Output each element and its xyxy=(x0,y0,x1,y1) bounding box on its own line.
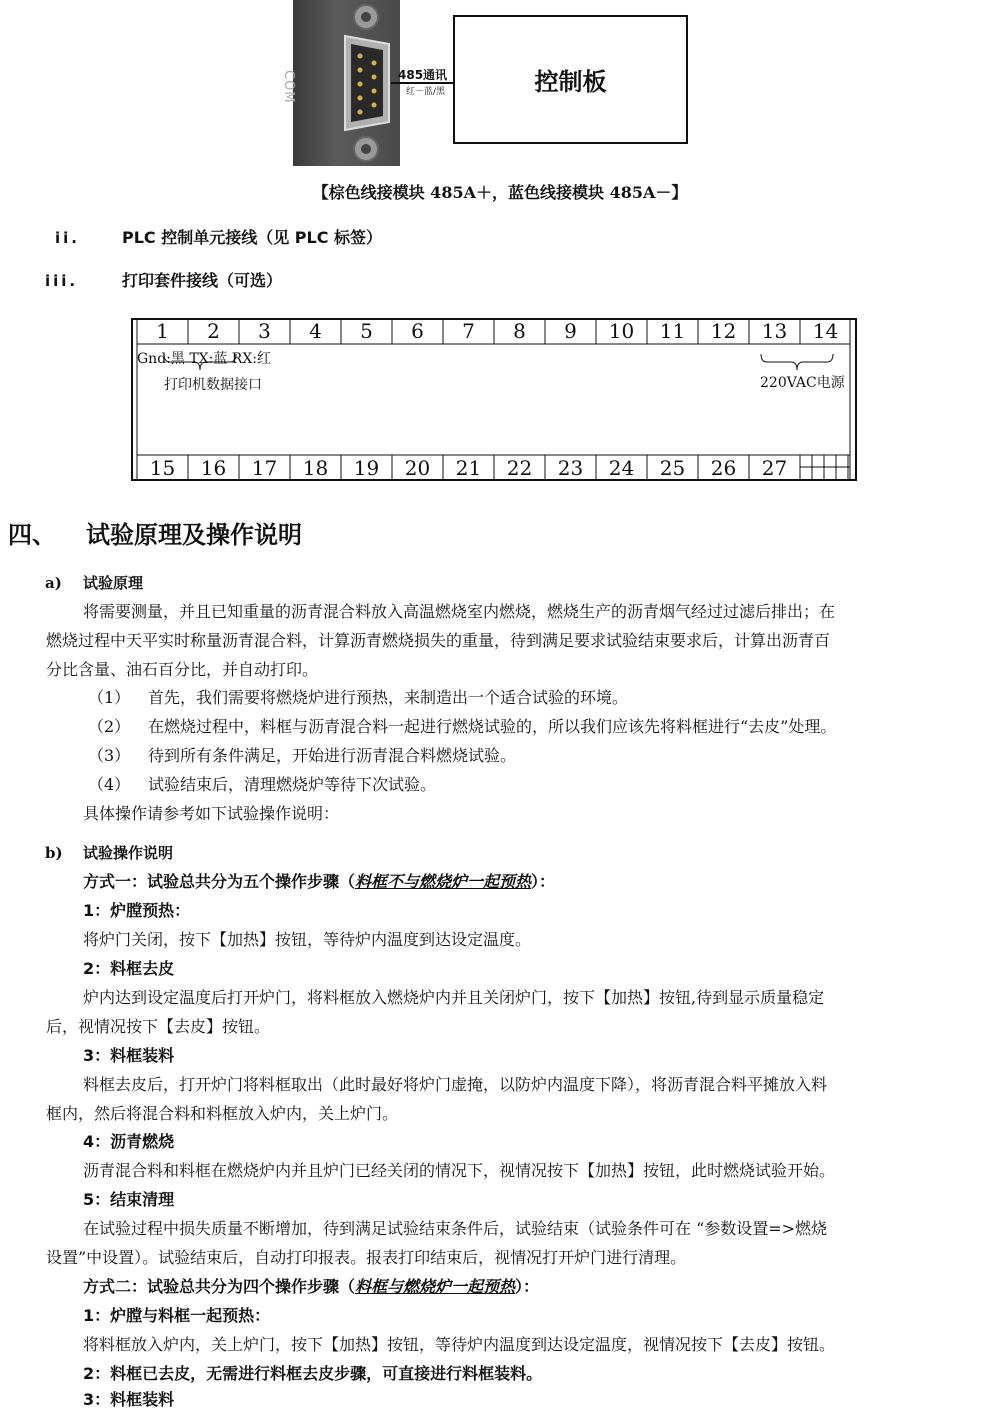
part-a-para-line: 将需要测量，并且已知重量的沥青混合料放入高温燃烧室内燃烧，燃烧生产的沥青烟气经过过滤后排出；在 xyxy=(83,602,836,621)
terminal-number: 18 xyxy=(302,456,329,480)
terminal-number: 27 xyxy=(761,456,788,480)
terminal-number: 16 xyxy=(200,456,227,480)
terminal-number: 7 xyxy=(462,319,475,343)
part-a-heading xyxy=(45,573,143,593)
step-line: 炉内达到设定温度后打开炉门，将料框放入燃烧炉内并且关闭炉门，按下【加热】按钮,待到显示质量稳定 xyxy=(83,988,825,1007)
mode-two-emphasis: 料框与燃烧炉一起预热 xyxy=(355,1277,516,1296)
terminal-number: 6 xyxy=(411,319,424,343)
control-board-label: 控制板 xyxy=(534,68,607,96)
section-number: 四、 xyxy=(8,520,56,549)
terminal-number: 12 xyxy=(710,319,737,343)
step-line: 料框去皮后，打开炉门将料框取出（此时最好将炉门虚掩，以防炉内温度下降），将沥青混合料平摊放入料 xyxy=(83,1075,828,1094)
step-line: 设置”中设置）。试验结束后，自动打印报表。报表打印结束后，视情况打开炉门进行清理。 xyxy=(46,1248,687,1267)
mode-two-heading xyxy=(83,1277,539,1297)
step-line: 将炉门关闭，按下【加热】按钮，等待炉内温度到达设定温度。 xyxy=(83,930,532,949)
subitem-plc xyxy=(55,225,382,248)
part-a-para-line: 分比含量、油石百分比，并自动打印。 xyxy=(46,660,319,679)
terminal-number: 10 xyxy=(608,319,635,343)
section-title: 试验原理及操作说明 xyxy=(86,520,302,549)
com-label: COM xyxy=(281,70,296,104)
wire-label: 485通讯 xyxy=(398,68,448,82)
terminal-block xyxy=(131,318,857,481)
subitem-text: 打印套件接线（可选） xyxy=(122,271,283,290)
printer-data-label: 打印机数据接口 xyxy=(164,377,262,393)
terminal-block-outline xyxy=(131,318,857,481)
subitem-roman: iii. xyxy=(45,272,79,290)
step-line: 后，视情况按下【去皮】按钮。 xyxy=(46,1017,271,1036)
step-number: （4） xyxy=(88,775,131,794)
terminal-number: 8 xyxy=(513,319,526,343)
part-b-marker: b) xyxy=(45,844,63,862)
com-port-photo xyxy=(293,0,400,166)
terminal-number: 26 xyxy=(710,456,737,480)
terminal-number: 24 xyxy=(608,456,635,480)
printer-pin-labels: Gnd:黑 TX:蓝 RX:红 xyxy=(137,351,272,367)
step-line: 在试验过程中损失质量不断增加，待到满足试验结束条件后，试验结束（试验条件可在 “参数设置=>燃烧 xyxy=(83,1219,828,1238)
terminal-number: 23 xyxy=(557,456,584,480)
terminal-number: 25 xyxy=(659,456,686,480)
part-a-title: 试验原理 xyxy=(83,574,144,592)
terminal-number: 5 xyxy=(360,319,373,343)
terminal-number: 13 xyxy=(761,319,788,343)
terminal-number: 22 xyxy=(506,456,533,480)
mode-one-emphasis: 料框不与燃烧炉一起预热 xyxy=(355,872,532,891)
step-title: 2：料框去皮 xyxy=(83,959,175,978)
subitem-roman: ii. xyxy=(55,229,80,247)
terminal-number: 17 xyxy=(251,456,278,480)
part-a-closing: 具体操作请参考如下试验操作说明： xyxy=(83,804,340,823)
wire-colors: 红－蓝/黑 xyxy=(406,87,446,97)
step-line: 将料框放入炉内，关上炉门，按下【加热】按钮，等待炉内温度到达设定温度，视情况按下【去皮】按钮。 xyxy=(83,1335,836,1354)
step-line: 框内，然后将混合料和料框放入炉内，关上炉门。 xyxy=(46,1104,399,1123)
part-b-title: 试验操作说明 xyxy=(83,844,174,862)
mode-one-prefix: 方式一：试验总共分为五个操作步骤（ xyxy=(83,872,356,891)
step-number: （2） xyxy=(88,717,131,736)
step-item xyxy=(88,717,836,737)
step-title: 2：料框已去皮，无需进行料框去皮步骤，可直接进行料框装料。 xyxy=(83,1364,543,1383)
step-text: 试验结束后，清理燃烧炉等待下次试验。 xyxy=(148,775,437,794)
subitem-printer xyxy=(45,268,282,291)
terminal-number: 20 xyxy=(404,456,431,480)
step-title: 3：料框装料 xyxy=(83,1390,175,1409)
terminal-number: 1 xyxy=(156,319,169,343)
subitem-text: PLC 控制单元接线（见 PLC 标签） xyxy=(122,228,383,247)
step-line: 沥青混合料和料框在燃烧炉内并且炉门已经关闭的情况下，视情况按下【加热】按钮，此时燃烧试验开始。 xyxy=(83,1161,836,1180)
wiring-note: 【棕色线接模块 485A＋，蓝色线接模块 485A－】 xyxy=(312,183,688,202)
terminal-number: 3 xyxy=(258,319,271,343)
mode-two-prefix: 方式二：试验总共分为四个操作步骤（ xyxy=(83,1277,356,1296)
terminal-number: 15 xyxy=(149,456,176,480)
step-title: 3：料框装料 xyxy=(83,1046,175,1065)
step-item xyxy=(88,688,628,708)
step-title: 1：炉膛与料框一起预热： xyxy=(83,1306,271,1325)
step-item xyxy=(88,775,436,795)
part-a-marker: a) xyxy=(45,574,62,592)
control-board-box xyxy=(453,15,688,144)
step-title: 4：沥青燃烧 xyxy=(83,1132,175,1151)
section-heading xyxy=(8,515,302,550)
part-b-heading xyxy=(45,843,173,863)
step-item xyxy=(88,746,516,766)
terminal-number: 14 xyxy=(812,319,839,343)
terminal-number: 21 xyxy=(455,456,482,480)
part-a-para-line: 燃烧过程中天平实时称量沥青混合料，计算沥青燃烧损失的重量，待到满足要求试验结束要求后，计算出沥青百 xyxy=(46,631,831,650)
power-label: 220VAC电源 xyxy=(760,375,845,391)
step-title: 1：炉膛预热： xyxy=(83,901,191,920)
terminal-number: 19 xyxy=(353,456,380,480)
step-number: （3） xyxy=(88,746,131,765)
terminal-number: 2 xyxy=(207,319,220,343)
db9-connector-icon xyxy=(293,0,400,166)
step-number: （1） xyxy=(88,688,131,707)
terminal-number: 9 xyxy=(564,319,577,343)
step-text: 首先，我们需要将燃烧炉进行预热，来制造出一个适合试验的环境。 xyxy=(148,688,629,707)
mode-one-heading xyxy=(83,872,555,892)
mode-two-suffix: ）： xyxy=(515,1277,540,1296)
terminal-number: 11 xyxy=(659,319,686,343)
mode-one-suffix: ）： xyxy=(531,872,556,891)
step-text: 在燃烧过程中，料框与沥青混合料一起进行燃烧试验的，所以我们应该先将料框进行“去皮”处理。 xyxy=(148,717,837,736)
step-text: 待到所有条件满足，开始进行沥青混合料燃烧试验。 xyxy=(148,746,517,765)
terminal-number: 4 xyxy=(309,319,322,343)
step-title: 5：结束清理 xyxy=(83,1190,175,1209)
